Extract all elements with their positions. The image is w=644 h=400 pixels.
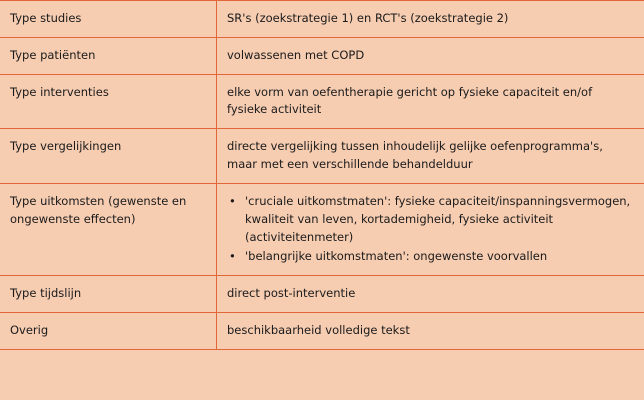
row-label-cell bbox=[0, 129, 217, 184]
row-label-cell bbox=[0, 1, 217, 38]
row-label-cell bbox=[0, 37, 217, 74]
table-row bbox=[0, 74, 644, 129]
row-label: Type tijdslijn bbox=[10, 286, 82, 301]
table-row bbox=[0, 276, 644, 313]
row-label: Overig bbox=[10, 322, 49, 337]
row-value-cell bbox=[217, 183, 644, 275]
row-value-cell bbox=[217, 74, 644, 129]
row-value-cell bbox=[217, 1, 644, 38]
row-value: elke vorm van oefentherapie gericht op fysieke capaciteit en/of fysieke activiteit bbox=[227, 84, 593, 117]
list-item-text: 'belangrijke uitkomstmaten': ongewenste voorvallen bbox=[245, 249, 548, 264]
table-row bbox=[0, 129, 644, 184]
row-value-cell bbox=[217, 37, 644, 74]
row-value: directe vergelijking tussen inhoudelijk gelijke oefenprogramma's, maar met een verschillende behandelduur bbox=[227, 139, 603, 172]
row-value: beschikbaarheid volledige tekst bbox=[227, 322, 410, 337]
row-label-cell bbox=[0, 276, 217, 313]
table-row bbox=[0, 312, 644, 349]
row-value-cell bbox=[217, 312, 644, 349]
row-label-cell bbox=[0, 312, 217, 349]
outcomes-bullet-list bbox=[227, 193, 634, 266]
list-item-text: 'cruciale uitkomstmaten': fysieke capaciteit/inspanningsvermogen, kwaliteit van leven, kortademigheid, fysieke activiteit (activiteitenmeter) bbox=[245, 193, 631, 244]
row-label: Type patiënten bbox=[10, 47, 96, 62]
list-item bbox=[227, 248, 634, 266]
row-value-cell bbox=[217, 276, 644, 313]
row-label: Type studies bbox=[10, 11, 82, 25]
row-value: volwassenen met COPD bbox=[227, 47, 365, 62]
row-label: Type uitkomsten (gewenste en ongewenste effecten) bbox=[10, 193, 187, 226]
row-label: Type interventies bbox=[10, 84, 109, 99]
bullet-icon: • bbox=[229, 193, 236, 208]
row-label: Type vergelijkingen bbox=[10, 139, 122, 154]
table-row bbox=[0, 1, 644, 38]
list-item bbox=[227, 193, 634, 246]
row-value: direct post-interventie bbox=[227, 286, 356, 301]
row-label-cell bbox=[0, 183, 217, 275]
row-value: SR's (zoekstrategie 1) en RCT's (zoekstrategie 2) bbox=[227, 11, 509, 25]
bullet-icon: • bbox=[229, 249, 236, 264]
table-row bbox=[0, 37, 644, 74]
table-row bbox=[0, 183, 644, 275]
row-label-cell bbox=[0, 74, 217, 129]
row-value-cell bbox=[217, 129, 644, 184]
